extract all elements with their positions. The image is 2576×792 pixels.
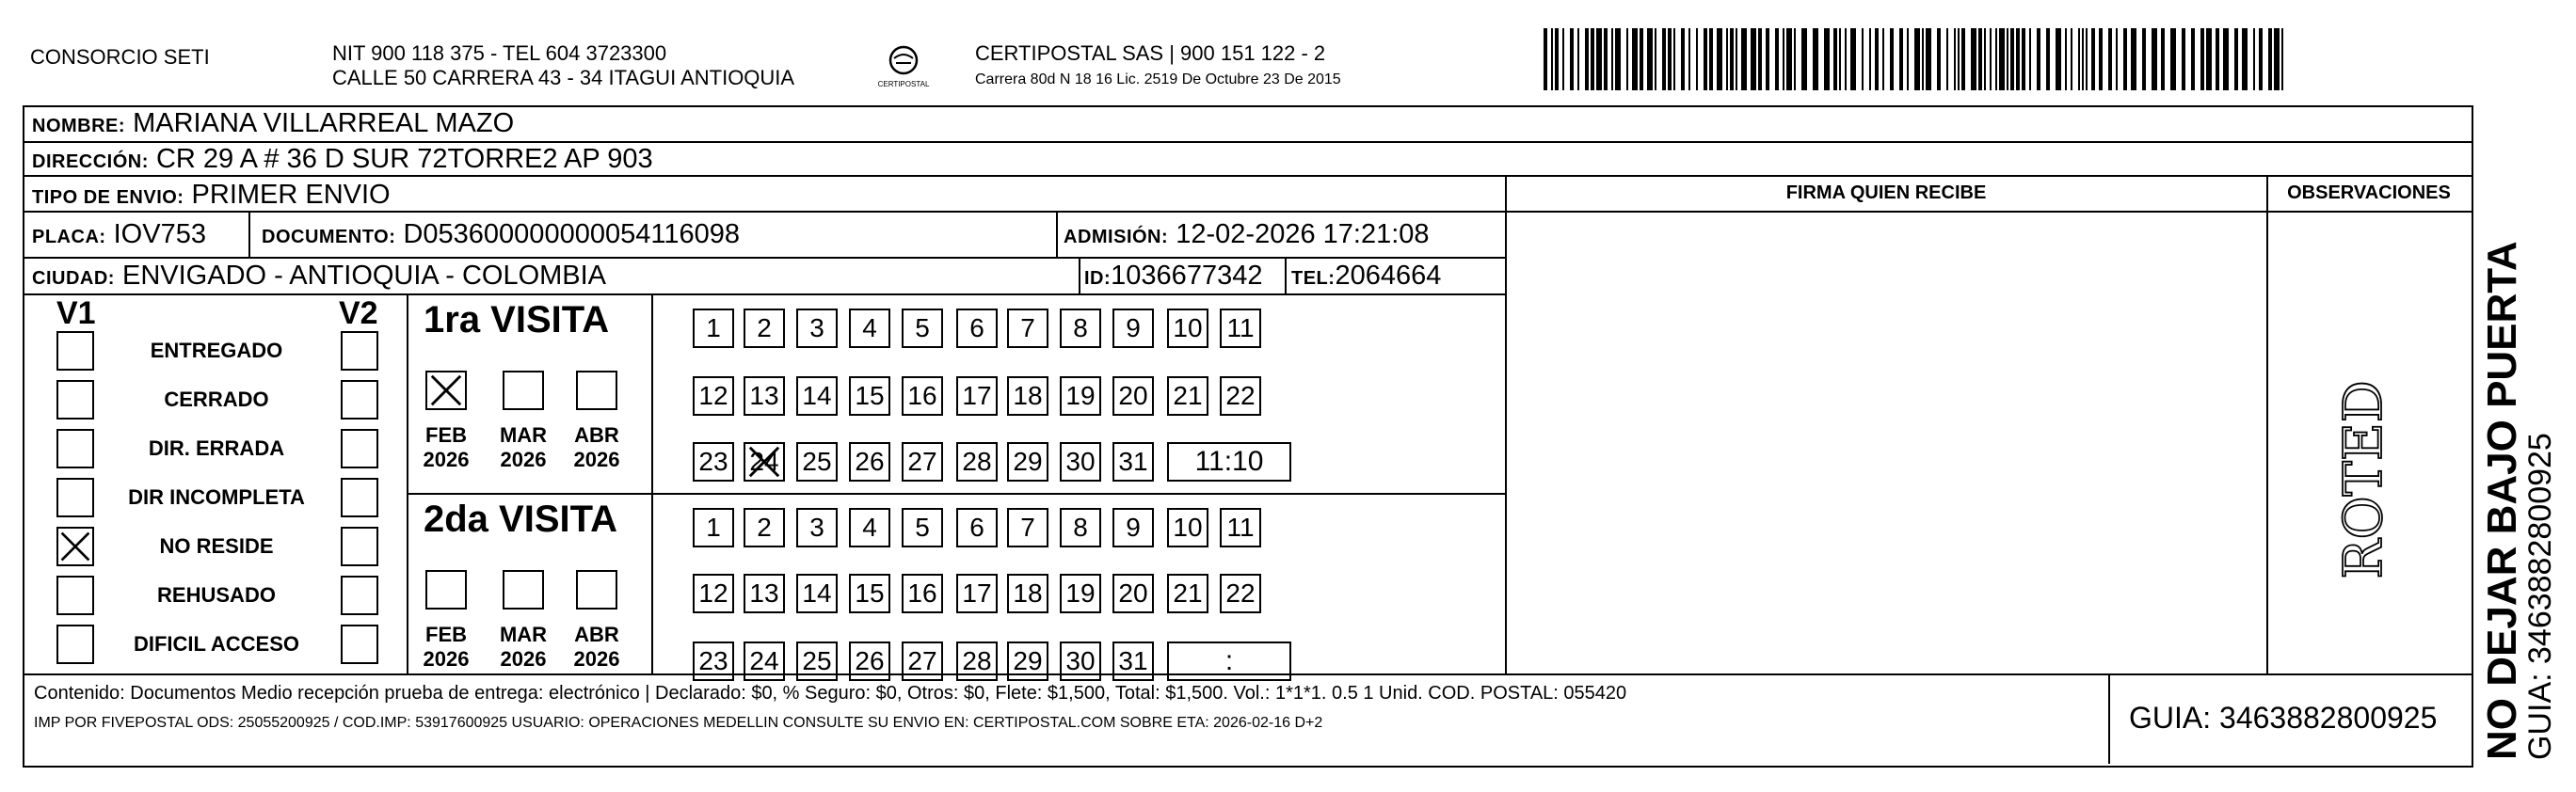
id-value: 1036677342 — [1111, 261, 1263, 291]
direccion-label: DIRECCIÓN: — [32, 151, 149, 172]
visit2-day-box[interactable]: 14 — [796, 574, 838, 613]
visit2-day-box[interactable]: 18 — [1007, 574, 1048, 613]
visit2-day-box[interactable]: 13 — [744, 574, 785, 613]
month-label — [495, 423, 552, 472]
visit1-day-box[interactable]: 6 — [956, 309, 998, 348]
barcode-bar — [2274, 28, 2280, 90]
footer-contenido: Contenido: Documentos Medio recepción prueba de entrega: electrónico | Declarado: $0, % Seguro: $0, Otros: $0, Flete: $1,500, Total: $1,500. Vol.: 1*1*1. 0.5 1 Unid. COD. POSTAL: 055420 — [34, 683, 1627, 704]
certipostal-logo-icon — [875, 41, 932, 92]
barcode-bar — [2010, 28, 2014, 90]
barcode-bar — [1783, 28, 1784, 90]
barcode-bar — [1786, 28, 1792, 90]
status-label: CERRADO — [164, 388, 269, 411]
visit1-day-box[interactable]: 1 — [693, 309, 734, 348]
v2-checkbox[interactable] — [341, 429, 378, 468]
barcode-bar — [1662, 28, 1666, 90]
barcode-bar — [2253, 28, 2255, 90]
visit1-day-box[interactable]: 24 — [744, 442, 785, 482]
id-label: ID: — [1084, 268, 1112, 289]
visit1-day-box[interactable]: 25 — [796, 442, 838, 482]
footer-imp: IMP POR FIVEPOSTAL ODS: 25055200925 / COD.IMP: 53917600925 USUARIO: OPERACIONES MEDELLIN CONSULTE SU ENVIO EN: CERTIPOSTAL.COM SOBRE ETA: 2026-02-16 D+2 — [34, 715, 1323, 731]
signature-text: ROTED — [2333, 380, 2394, 579]
barcode-bar — [2182, 28, 2185, 90]
barcode-bar — [2142, 28, 2146, 90]
barcode-bar — [1591, 28, 1594, 90]
barcode-bar — [2123, 28, 2127, 90]
visit2-day-box[interactable]: 5 — [902, 508, 943, 547]
barcode-bar — [1673, 28, 1675, 90]
barcode-bar — [2161, 28, 2165, 90]
month-label — [568, 423, 625, 472]
visit1-day-box[interactable]: 30 — [1060, 442, 1101, 482]
barcode-bar — [1562, 28, 1564, 90]
barcode-bar — [1890, 28, 1894, 90]
barcode-bar — [1833, 28, 1837, 90]
barcode-bar — [1775, 28, 1779, 90]
direccion-row — [32, 143, 653, 178]
barcode-bar — [1850, 28, 1856, 90]
visit1-month-checkbox[interactable] — [425, 371, 467, 410]
barcode-bar — [2223, 28, 2229, 90]
month-label — [568, 623, 625, 672]
barcode-bar — [1717, 28, 1722, 90]
barcode-bar — [1954, 28, 1956, 90]
visit2-day-box[interactable]: 25 — [796, 642, 838, 681]
nit-line: NIT 900 118 375 - TEL 604 3723300 — [332, 41, 667, 65]
tel-value: 2064664 — [1335, 261, 1442, 291]
visit2-day-box[interactable]: 9 — [1112, 508, 1154, 547]
barcode-bar — [1875, 28, 1879, 90]
address-line: CALLE 50 CARRERA 43 - 34 ITAGUI ANTIOQUIA — [332, 66, 795, 89]
visit2-day-box[interactable]: 7 — [1007, 508, 1048, 547]
month-year: 2026 — [500, 448, 547, 471]
month-name: MAR — [499, 423, 548, 447]
ciudad-row — [32, 260, 606, 294]
visit1-day-box[interactable]: 17 — [956, 376, 998, 416]
barcode-bar — [1626, 28, 1628, 90]
barcode-bar — [1751, 28, 1756, 90]
visit2-time-box[interactable]: : — [1167, 642, 1291, 681]
firma-header: FIRMA QUIEN RECIBE — [1785, 182, 1987, 203]
barcode-bar — [2022, 28, 2025, 90]
documento-label: DOCUMENTO: — [262, 227, 396, 247]
visit1-day-box[interactable]: 2 — [744, 309, 785, 348]
barcode-bar — [1570, 28, 1574, 90]
visit1-day-box[interactable]: 28 — [956, 442, 998, 482]
month-name: FEB — [425, 423, 467, 447]
barcode-bar — [2091, 28, 2095, 90]
month-name: FEB — [425, 623, 467, 646]
ciudad-label: CIUDAD: — [32, 268, 115, 289]
visit2-month-checkbox[interactable] — [503, 570, 544, 610]
barcode-bar — [2152, 28, 2157, 90]
ciudad-value: ENVIGADO - ANTIOQUIA - COLOMBIA — [122, 261, 607, 291]
documento-value: D053600000000054116098 — [403, 219, 740, 249]
visit1-day-box[interactable]: 18 — [1007, 376, 1048, 416]
visit2-day-box[interactable]: 6 — [956, 508, 998, 547]
barcode-bar — [1869, 28, 1871, 90]
certipostal-line: CERTIPOSTAL SAS | 900 151 122 - 2 — [975, 41, 1326, 65]
visit1-day-box[interactable]: 8 — [1060, 309, 1101, 348]
visit1-day-box[interactable]: 19 — [1060, 376, 1101, 416]
v1-checkbox[interactable] — [56, 478, 94, 517]
barcode-bar — [1882, 28, 1884, 90]
barcode-bar — [2029, 28, 2031, 90]
barcode-bar — [1862, 28, 1864, 90]
status-label: DIFICIL ACCESO — [133, 632, 299, 656]
visit2-day-box[interactable]: 29 — [1007, 642, 1048, 681]
barcode-bar — [2086, 28, 2088, 90]
visit1-month-checkbox[interactable] — [503, 371, 544, 410]
month-year: 2026 — [423, 647, 470, 671]
nombre-row — [32, 107, 514, 142]
v1-checkbox[interactable] — [56, 331, 94, 371]
barcode-bar — [1766, 28, 1769, 90]
v2-label: V2 — [339, 295, 378, 331]
visit2-day-box[interactable]: 15 — [849, 574, 890, 613]
visit1-time-box[interactable]: 11:10 — [1167, 442, 1291, 482]
barcode-bar — [1577, 28, 1579, 90]
status-label: ENTREGADO — [150, 339, 283, 362]
visit1-day-box[interactable]: 14 — [796, 376, 838, 416]
barcode-bar — [1655, 28, 1656, 90]
placa-row — [32, 218, 206, 253]
barcode-bar — [1990, 28, 1992, 90]
footer-guia: GUIA: 3463882800925 — [2129, 701, 2438, 735]
barcode-bar — [1726, 28, 1728, 90]
license-line: Carrera 80d N 18 16 Lic. 2519 De Octubre 23 De 2015 — [975, 71, 1341, 87]
visit2-day-box[interactable]: 26 — [849, 642, 890, 681]
visit2-day-box[interactable]: 23 — [693, 642, 734, 681]
barcode-bar — [1615, 28, 1621, 90]
visit2-title: 2da VISITA — [424, 499, 617, 540]
tel-label: TEL: — [1291, 268, 1336, 289]
nombre-label: NOMBRE: — [32, 116, 126, 136]
visit2-day-box[interactable]: 27 — [902, 642, 943, 681]
visit1-day-box[interactable]: 10 — [1167, 309, 1208, 348]
month-name: ABR — [574, 623, 619, 646]
barcode-bar — [1758, 28, 1762, 90]
barcode-bar — [1544, 28, 1547, 90]
barcode-bar — [2016, 28, 2020, 90]
barcode-bar — [1984, 28, 1986, 90]
barcode-bar — [2037, 28, 2040, 90]
barcode-bar — [1555, 28, 1559, 90]
visit2-day-box[interactable]: 19 — [1060, 574, 1101, 613]
visit1-day-box[interactable]: 31 — [1112, 442, 1154, 482]
barcode-bar — [1824, 28, 1830, 90]
visit1-day-box[interactable]: 7 — [1007, 309, 1048, 348]
barcode-bar — [2259, 28, 2263, 90]
visit2-day-box[interactable]: 21 — [1167, 574, 1208, 613]
barcode-bar — [1596, 28, 1602, 90]
month-label — [418, 423, 474, 472]
barcode-bar — [2216, 28, 2219, 90]
visit2-day-box[interactable]: 17 — [956, 574, 998, 613]
month-year: 2026 — [500, 647, 547, 671]
no-dejar-bajo-puerta: NO DEJAR BAJO PUERTA — [2479, 241, 2525, 760]
barcode-bar — [2046, 28, 2050, 90]
visit1-day-box[interactable]: 23 — [693, 442, 734, 482]
barcode-bar — [2170, 28, 2176, 90]
visit1-day-box[interactable]: 15 — [849, 376, 890, 416]
v2-checkbox[interactable] — [341, 478, 378, 517]
barcode-bar — [1696, 28, 1698, 90]
tel-row — [1291, 260, 1441, 294]
barcode-bar — [1995, 28, 1997, 90]
visit1-day-box[interactable]: 29 — [1007, 442, 1048, 482]
visit2-month-checkbox[interactable] — [576, 570, 617, 610]
barcode-bar — [1551, 28, 1553, 90]
v1-checkbox[interactable] — [56, 576, 94, 615]
visit2-day-box[interactable]: 28 — [956, 642, 998, 681]
admision-value: 12-02-2026 17:21:08 — [1176, 219, 1430, 249]
barcode-bar — [1611, 28, 1613, 90]
placa-label: PLACA: — [32, 227, 106, 247]
visit1-day-box[interactable]: 5 — [902, 309, 943, 348]
barcode-bar — [1845, 28, 1847, 90]
visit2-day-box[interactable]: 16 — [902, 574, 943, 613]
visit2-day-box[interactable]: 3 — [796, 508, 838, 547]
visit2-day-box[interactable]: 8 — [1060, 508, 1101, 547]
v2-checkbox[interactable] — [341, 576, 378, 615]
visit1-day-box[interactable]: 26 — [849, 442, 890, 482]
tipo-value: PRIMER ENVIO — [191, 180, 391, 210]
visit2-day-box[interactable]: 2 — [744, 508, 785, 547]
month-year: 2026 — [423, 448, 470, 471]
barcode-bar — [2131, 28, 2136, 90]
visit2-day-box[interactable]: 12 — [693, 574, 734, 613]
signature — [2325, 329, 2438, 630]
visit2-day-box[interactable]: 20 — [1112, 574, 1154, 613]
visit1-month-checkbox[interactable] — [576, 371, 617, 410]
v1-checkbox[interactable] — [56, 625, 94, 664]
barcode-bar — [1801, 28, 1807, 90]
barcode-bar — [1999, 28, 2005, 90]
v1-checkbox[interactable] — [56, 527, 94, 566]
visit2-day-box[interactable]: 10 — [1167, 508, 1208, 547]
v1-checkbox[interactable] — [56, 380, 94, 420]
barcode-bar — [1647, 28, 1653, 90]
tipo-label: TIPO DE ENVIO: — [32, 187, 184, 208]
barcode — [1544, 28, 2296, 90]
visit1-day-box[interactable]: 4 — [849, 309, 890, 348]
visit2-day-box[interactable]: 1 — [693, 508, 734, 547]
barcode-bar — [2268, 28, 2272, 90]
month-label — [418, 623, 474, 672]
status-label: NO RESIDE — [159, 534, 274, 558]
admision-label: ADMISIÓN: — [1064, 227, 1169, 247]
barcode-bar — [1926, 28, 1931, 90]
barcode-bar — [1709, 28, 1713, 90]
barcode-bar — [2082, 28, 2084, 90]
barcode-bar — [2200, 28, 2204, 90]
barcode-bar — [1640, 28, 1643, 90]
month-label — [495, 623, 552, 672]
documento-row — [262, 218, 740, 253]
side-guia: GUIA: 3463882800925 — [2522, 433, 2558, 760]
v2-checkbox[interactable] — [341, 331, 378, 371]
barcode-bar — [1839, 28, 1841, 90]
barcode-bar — [1668, 28, 1672, 90]
month-year: 2026 — [573, 647, 620, 671]
visit2-day-box[interactable]: 30 — [1060, 642, 1101, 681]
barcode-bar — [1922, 28, 1924, 90]
placa-value: IOV753 — [113, 219, 206, 249]
observaciones-header: OBSERVACIONES — [2287, 182, 2451, 203]
v1-label: V1 — [56, 295, 96, 331]
id-row — [1084, 260, 1262, 294]
visit1-day-box[interactable]: 3 — [796, 309, 838, 348]
barcode-bar — [2007, 28, 2008, 90]
barcode-bar — [1946, 28, 1948, 90]
barcode-bar — [1914, 28, 1920, 90]
visit1-day-box[interactable]: 9 — [1112, 309, 1154, 348]
barcode-bar — [2206, 28, 2212, 90]
barcode-bar — [2056, 28, 2061, 90]
tipo-row — [32, 179, 391, 214]
barcode-bar — [2281, 28, 2283, 90]
barcode-bar — [1632, 28, 1638, 90]
barcode-bar — [2242, 28, 2248, 90]
nombre-value: MARIANA VILLARREAL MAZO — [133, 108, 515, 138]
barcode-bar — [1899, 28, 1903, 90]
barcode-bar — [1907, 28, 1909, 90]
company-name: CONSORCIO SETI — [30, 45, 210, 69]
barcode-bar — [1961, 28, 1965, 90]
barcode-bar — [1704, 28, 1707, 90]
day-check-mark — [745, 444, 783, 480]
v1-checkbox[interactable] — [56, 429, 94, 468]
barcode-bar — [1813, 28, 1818, 90]
v2-checkbox[interactable] — [341, 527, 378, 566]
visit2-month-checkbox[interactable] — [425, 570, 467, 610]
visit1-day-box[interactable]: 22 — [1220, 376, 1261, 416]
barcode-bar — [2078, 28, 2080, 90]
barcode-bar — [1971, 28, 1976, 90]
barcode-bar — [2071, 28, 2072, 90]
v2-checkbox[interactable] — [341, 625, 378, 664]
barcode-bar — [2099, 28, 2103, 90]
month-name: ABR — [574, 423, 619, 447]
direccion-value: CR 29 A # 36 D SUR 72TORRE2 AP 903 — [155, 144, 653, 174]
barcode-bar — [1794, 28, 1796, 90]
barcode-bar — [1958, 28, 1960, 90]
v2-checkbox[interactable] — [341, 380, 378, 420]
barcode-bar — [1585, 28, 1589, 90]
visit1-day-box[interactable]: 20 — [1112, 376, 1154, 416]
visit1-day-box[interactable]: 13 — [744, 376, 785, 416]
visit2-day-box[interactable]: 4 — [849, 508, 890, 547]
month-year: 2026 — [573, 448, 620, 471]
barcode-bar — [2065, 28, 2067, 90]
visit1-day-box[interactable]: 11 — [1220, 309, 1261, 348]
barcode-bar — [1681, 28, 1685, 90]
barcode-bar — [1730, 28, 1734, 90]
barcode-bar — [1736, 28, 1737, 90]
logo-text: CERTIPOSTAL — [877, 80, 930, 88]
visit1-title: 1ra VISITA — [424, 299, 610, 341]
barcode-bar — [2234, 28, 2238, 90]
visit2-day-box[interactable]: 31 — [1112, 642, 1154, 681]
visit1-day-box[interactable]: 12 — [693, 376, 734, 416]
visit2-day-box[interactable]: 22 — [1220, 574, 1261, 613]
month-name: MAR — [499, 623, 548, 646]
visit1-day-box[interactable]: 16 — [902, 376, 943, 416]
status-label: REHUSADO — [157, 583, 276, 607]
visit2-day-box[interactable]: 24 — [744, 642, 785, 681]
visit1-day-box[interactable]: 21 — [1167, 376, 1208, 416]
barcode-bar — [1688, 28, 1690, 90]
barcode-bar — [2108, 28, 2112, 90]
barcode-bar — [2191, 28, 2195, 90]
barcode-bar — [1978, 28, 1982, 90]
barcode-bar — [1937, 28, 1941, 90]
visit1-day-box[interactable]: 27 — [902, 442, 943, 482]
status-label: DIR INCOMPLETA — [128, 485, 305, 509]
admision-row — [1064, 218, 1430, 253]
barcode-bar — [1741, 28, 1747, 90]
barcode-bar — [1604, 28, 1608, 90]
barcode-bar — [2116, 28, 2118, 90]
visit2-day-box[interactable]: 11 — [1220, 508, 1261, 547]
status-label: DIR. ERRADA — [148, 436, 285, 460]
